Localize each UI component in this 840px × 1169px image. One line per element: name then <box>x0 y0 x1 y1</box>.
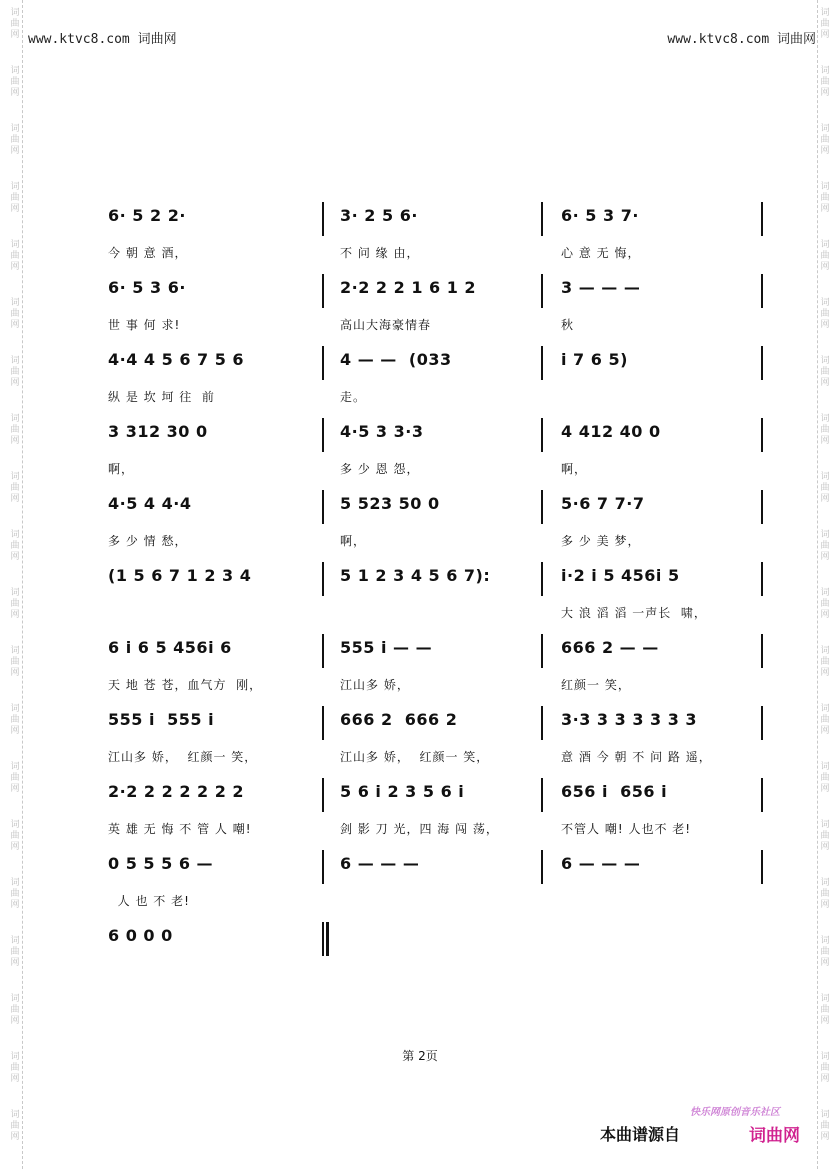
measure-notes: i 7 6 5) <box>561 350 628 369</box>
margin-glyph: 词 曲 网 <box>10 530 20 562</box>
measure-lyric: 秋 <box>561 318 575 332</box>
measure-notes: 6 — — — <box>340 854 420 873</box>
margin-glyph: 词 曲 网 <box>10 124 20 156</box>
barline <box>761 634 763 668</box>
barline <box>541 778 543 812</box>
measure-lyric: 今 朝 意 酒， <box>108 246 188 260</box>
margin-glyph: 词 曲 网 <box>10 472 20 504</box>
measure-notes: 4 412 40 0 <box>561 422 661 441</box>
margin-glyph: 词 曲 网 <box>820 8 830 40</box>
measure-notes: 6· 5 3 7· <box>561 206 639 225</box>
measure-notes: 2·2 2 2 1 6 1 2 <box>340 278 477 297</box>
barline <box>761 274 763 308</box>
measure-lyric: 天 地 苍 苍，血气方 刚， <box>108 678 263 692</box>
measure-lyric: 啊， <box>108 462 135 476</box>
measure-notes: 4·4 4 5 6 7 5 6 <box>108 350 245 369</box>
barline <box>761 346 763 380</box>
measure-notes: 666 2 666 2 <box>340 710 458 729</box>
measure-notes: 666 2 — — <box>561 638 659 657</box>
margin-glyph: 词 曲 网 <box>10 588 20 620</box>
measure-notes: 6 i 6 5 456i 6 <box>108 638 232 657</box>
barline <box>761 490 763 524</box>
measure-lyric: 江山多 娇， 红颜一 笑， <box>108 750 258 764</box>
margin-glyph: 词 曲 网 <box>10 182 20 214</box>
measure-lyric: 英 雄 无 悔 不 管 人 嘲! <box>108 822 252 836</box>
margin-glyph: 词 曲 网 <box>820 414 830 446</box>
measure-lyric: 不 问 缘 由， <box>340 246 420 260</box>
final-barline <box>326 922 329 956</box>
measure-lyric: 江山多 娇， <box>340 678 410 692</box>
barline <box>541 490 543 524</box>
margin-glyph: 词 曲 网 <box>820 588 830 620</box>
measure-lyric: 多 少 情 愁， <box>108 534 188 548</box>
margin-glyph: 词 曲 网 <box>10 298 20 330</box>
barline <box>322 274 324 308</box>
barline <box>541 202 543 236</box>
margin-glyph: 词 曲 网 <box>820 472 830 504</box>
barline <box>761 418 763 452</box>
margin-glyph: 词 曲 网 <box>820 1052 830 1084</box>
margin-glyph: 词 曲 网 <box>10 704 20 736</box>
barline <box>761 562 763 596</box>
header-url-right[interactable]: www.ktvc8.com 词曲网 <box>667 32 816 47</box>
margin-glyph: 词 曲 网 <box>10 1110 20 1142</box>
margin-glyph: 词 曲 网 <box>10 1052 20 1084</box>
measure-notes: i·2 i 5 456i 5 <box>561 566 680 585</box>
barline <box>322 634 324 668</box>
margin-glyph: 词 曲 网 <box>820 820 830 852</box>
measure-notes: 5 523 50 0 <box>340 494 440 513</box>
measure-lyric: 纵 是 坎 坷 往 前 <box>108 390 215 404</box>
measure-notes: 5 6 i 2 3 5 6 i <box>340 782 465 801</box>
barline <box>541 346 543 380</box>
measure-notes: 3 312 30 0 <box>108 422 208 441</box>
measure-notes: 5 1 2 3 4 5 6 7): <box>340 566 491 585</box>
barline <box>761 202 763 236</box>
measure-lyric: 人 也 不 老! <box>108 894 190 908</box>
measure-notes: 6· 5 2 2· <box>108 206 186 225</box>
measure-lyric: 多 少 恩 怨， <box>340 462 420 476</box>
margin-glyph: 词 曲 网 <box>10 820 20 852</box>
measure-notes: 656 i 656 i <box>561 782 668 801</box>
margin-glyph: 词 曲 网 <box>10 646 20 678</box>
measure-lyric: 高山大海豪情春 <box>340 318 432 332</box>
header-url-left[interactable]: www.ktvc8.com 词曲网 <box>28 32 177 47</box>
community-watermark: 快乐网原创音乐社区 <box>690 1107 780 1118</box>
measure-notes: 6 0 0 0 <box>108 926 173 945</box>
barline <box>322 346 324 380</box>
measure-lyric: 多 少 美 梦， <box>561 534 641 548</box>
barline <box>322 490 324 524</box>
margin-glyph: 词 曲 网 <box>820 936 830 968</box>
measure-notes: 3· 2 5 6· <box>340 206 418 225</box>
measure-notes: 0 5 5 5 6 — <box>108 854 214 873</box>
measure-notes: 4 — — (033 <box>340 350 452 369</box>
barline <box>322 562 324 596</box>
measure-lyric: 世 事 何 求! <box>108 318 181 332</box>
barline <box>322 850 324 884</box>
measure-lyric: 红颜一 笑， <box>561 678 631 692</box>
margin-glyph: 词 曲 网 <box>10 762 20 794</box>
barline <box>761 778 763 812</box>
measure-lyric: 大 浪 滔 滔 一声长 啸， <box>561 606 707 620</box>
barline <box>322 922 324 956</box>
margin-glyph: 词 曲 网 <box>10 878 20 910</box>
measure-notes: 3 — — — <box>561 278 641 297</box>
measure-lyric: 剑 影 刀 光，四 海 闯 荡， <box>340 822 499 836</box>
measure-lyric: 不管人 嘲! 人也不 老! <box>561 822 692 836</box>
measure-lyric: 意 酒 今 朝 不 问 路 遥， <box>561 750 712 764</box>
margin-glyph: 词 曲 网 <box>820 994 830 1026</box>
measure-notes: 5·6 7 7·7 <box>561 494 645 513</box>
measure-lyric: 啊， <box>561 462 588 476</box>
measure-lyric: 走。 <box>340 390 367 404</box>
barline <box>761 706 763 740</box>
barline <box>541 418 543 452</box>
barline <box>322 706 324 740</box>
barline <box>541 850 543 884</box>
measure-notes: 4·5 3 3·3 <box>340 422 424 441</box>
measure-notes: 2·2 2 2 2 2 2 2 <box>108 782 245 801</box>
margin-glyph: 词 曲 网 <box>10 414 20 446</box>
margin-glyph: 词 曲 网 <box>820 356 830 388</box>
barline <box>761 850 763 884</box>
measure-notes: 6 — — — <box>561 854 641 873</box>
margin-glyph: 词 曲 网 <box>820 66 830 98</box>
margin-glyph: 词 曲 网 <box>820 240 830 272</box>
measure-lyric: 江山多 娇， 红颜一 笑， <box>340 750 490 764</box>
margin-glyph: 词 曲 网 <box>820 530 830 562</box>
margin-glyph: 词 曲 网 <box>820 298 830 330</box>
margin-glyph: 词 曲 网 <box>10 240 20 272</box>
barline <box>322 202 324 236</box>
barline <box>541 634 543 668</box>
margin-glyph: 词 曲 网 <box>10 936 20 968</box>
measure-notes: 3·3 3 3 3 3 3 3 <box>561 710 698 729</box>
margin-glyph: 词 曲 网 <box>820 124 830 156</box>
barline <box>541 562 543 596</box>
margin-glyph: 词 曲 网 <box>820 182 830 214</box>
measure-notes: 555 i 555 i <box>108 710 215 729</box>
barline <box>541 274 543 308</box>
barline <box>322 778 324 812</box>
measure-notes: 6· 5 3 6· <box>108 278 186 297</box>
measure-lyric: 啊， <box>340 534 367 548</box>
margin-glyph: 词 曲 网 <box>10 356 20 388</box>
barline <box>541 706 543 740</box>
margin-glyph: 词 曲 网 <box>820 704 830 736</box>
brand-logo-text[interactable]: 词曲网 <box>749 1126 800 1146</box>
barline <box>322 418 324 452</box>
measure-notes: 4·5 4 4·4 <box>108 494 192 513</box>
margin-glyph: 词 曲 网 <box>820 878 830 910</box>
margin-glyph: 词 曲 网 <box>820 762 830 794</box>
source-label: 本曲谱源自 <box>600 1125 681 1144</box>
page-number: 第 2页 <box>402 1049 438 1063</box>
margin-glyph: 词 曲 网 <box>820 646 830 678</box>
measure-notes: (1 5 6 7 1 2 3 4 <box>108 566 252 585</box>
measure-lyric: 心 意 无 悔， <box>561 246 641 260</box>
margin-glyph: 词 曲 网 <box>820 1110 830 1142</box>
margin-glyph: 词 曲 网 <box>10 66 20 98</box>
measure-notes: 555 i — — <box>340 638 433 657</box>
margin-glyph: 词 曲 网 <box>10 994 20 1026</box>
margin-glyph: 词 曲 网 <box>10 8 20 40</box>
